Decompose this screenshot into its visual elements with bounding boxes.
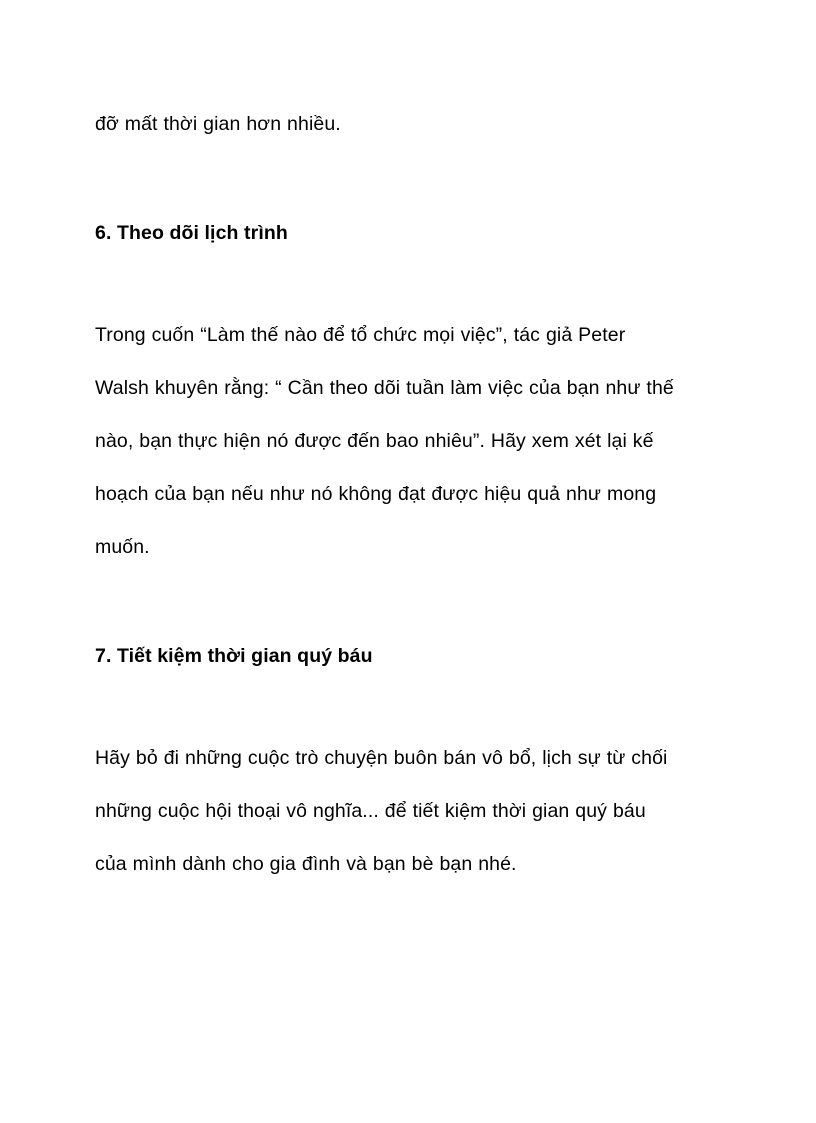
text-line: hoạch của bạn nếu như nó không đạt được hiệu quả như mong [95, 483, 657, 505]
text-line: Hãy bỏ đi những cuộc trò chuyện buôn bán vô bổ, lịch sự từ chối [95, 747, 668, 769]
text-line: Trong cuốn “Làm thế nào để tổ chức mọi việc”, tác giả Peter [95, 324, 626, 346]
section-heading-7 [95, 574, 725, 683]
text-line: 7. Tiết kiệm thời gian quý báu [95, 645, 373, 667]
text-line: Walsh khuyên rằng: “ Cần theo dõi tuần làm việc của bạn như thế [95, 377, 674, 399]
paragraph-continued [95, 0, 725, 151]
text-line: những cuộc hội thoại vô nghĩa... để tiết kiệm thời gian quý báu [95, 800, 646, 822]
text-line: 6. Theo dõi lịch trình [95, 222, 288, 244]
section-heading-6 [95, 151, 725, 260]
paragraph-section-6 [95, 260, 725, 574]
text-line: đỡ mất thời gian hơn nhiều. [95, 113, 341, 135]
text-line: muốn. [95, 536, 150, 558]
text-line: nào, bạn thực hiện nó được đến bao nhiêu”. Hãy xem xét lại kế [95, 430, 654, 452]
document-text-column [95, 0, 725, 891]
text-line: của mình dành cho gia đình và bạn bè bạn nhé. [95, 853, 517, 875]
paragraph-section-7 [95, 683, 725, 891]
